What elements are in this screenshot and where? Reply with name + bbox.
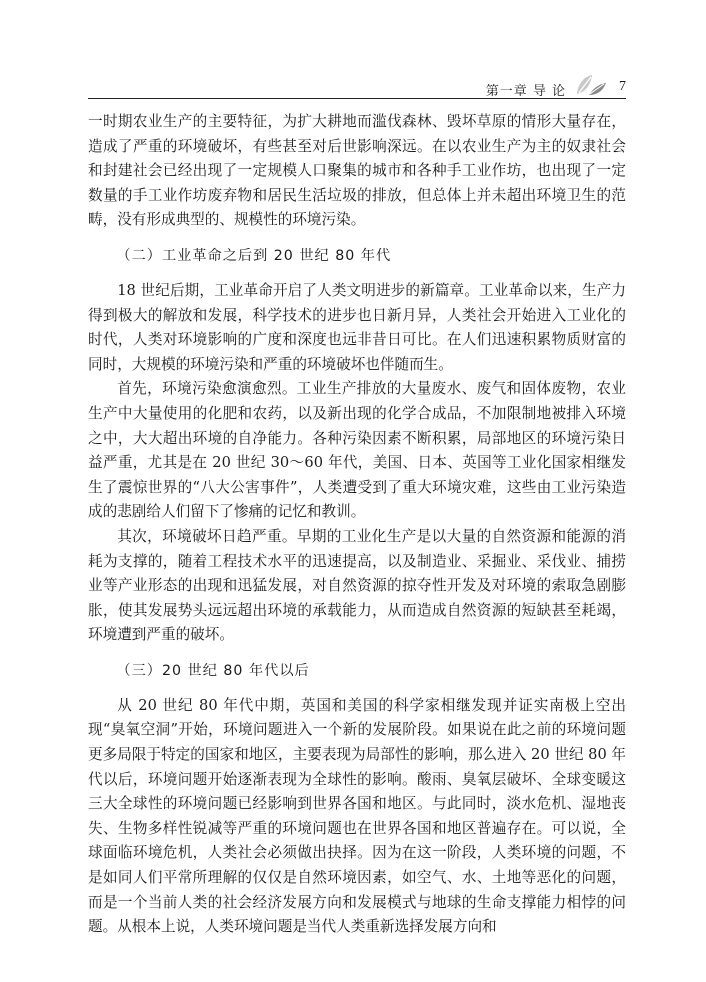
section-heading: （三）20 世纪 80 年代以后 bbox=[116, 662, 310, 679]
running-header bbox=[88, 72, 626, 98]
section-heading: （二）工业革命之后到 20 世纪 80 年代 bbox=[116, 247, 392, 264]
page-number: 7 bbox=[619, 79, 626, 94]
leaf-ornament-icon bbox=[574, 72, 608, 98]
paragraph: 其次，环境破坏日趋严重。早期的工业化生产是以大量的自然资源和能源的消耗为支撑的，随着工程技术水平的迅速提高，以及制造业、采掘业、采伐业、捕捞业等产业形态的出现和迅猛发展，对自然资源的掠夺性开发及对环境的索取急剧膨胀，使其发展势头远远超出环境的承载能力，从而造成自然资源的短缺甚至耗竭，环境遭到严重的破坏。 bbox=[88, 527, 626, 644]
paragraph: 首先，环境污染愈演愈烈。工业生产排放的大量废水、废气和固体废物，农业生产中大量使用的化肥和农药，以及新出现的化学合成品，不加限制地被排入环境之中，大大超出环境的自净能力。各种污染因素不断积累，局部地区的环境污染日益严重，尤其是在 20 世纪 30～60 年代，美国、日本、英国等工业化国家相继发生了震惊世界的“八大公害事件”，人类遭受到了重大环境灾难，这些由工业污染造成的悲剧给人们留下了惨痛的记忆和教训。 bbox=[88, 380, 626, 521]
paragraph: 一时期农业生产的主要特征，为扩大耕地而滥伐森林、毁坏草原的情形大量存在，造成了严重的环境破坏，有些甚至对后世影响深远。在以农业生产为主的奴隶社会和封建社会已经出现了一定规模人口聚集的城市和各种手工业作坊，也出现了一定数量的手工业作坊废弃物和居民生活垃圾的排放，但总体上并未超出环境卫生的范畴，没有形成典型的、规模性的环境污染。 bbox=[88, 113, 626, 229]
page-body bbox=[88, 110, 626, 940]
paragraph: 从 20 世纪 80 年代中期，英国和美国的科学家相继发现并证实南极上空出现“臭氧空洞”开始，环境问题进入一个新的发展阶段。如果说在此之前的环境问题更多局限于特定的国家和地区，主要表现为局部性的影响，那么进入 20 世纪 80 年代以后，环境问题开始逐渐表现为全球性的影响。酸雨、臭氧层破坏、全球变暖这三大全球性的环境问题已经影响到世界各国和地区。与此同时，淡水危机、湿地丧失、生物多样性锐减等严重的环境问题也在世界各国和地区普遍存在。可以说，全球面临环境危机，人类社会必须做出抉择。因为在这一阶段，人类环境的问题，不是如同人们平常所理解的仅仅是自然环境因素，如空气、水、土地等恶化的问题，而是一个当前人类的社会经济发展方向和发展模式与地球的生命支撑能力相悖的问题。从根本上说，人类环境问题是当代人类重新选择发展方向和 bbox=[88, 696, 626, 936]
paragraph: 18 世纪后期，工业革命开启了人类文明进步的新篇章。工业革命以来，生产力得到极大的解放和发展，科学技术的进步也日新月异，人类社会开始进入工业化的时代，人类对环境影响的广度和深度也远非昔日可比。在人们迅速积累物质财富的同时，大规模的环境污染和严重的环境破坏也伴随而生。 bbox=[88, 281, 626, 373]
header-rule bbox=[88, 98, 626, 99]
chapter-title: 第一章 导 论 bbox=[485, 84, 566, 99]
